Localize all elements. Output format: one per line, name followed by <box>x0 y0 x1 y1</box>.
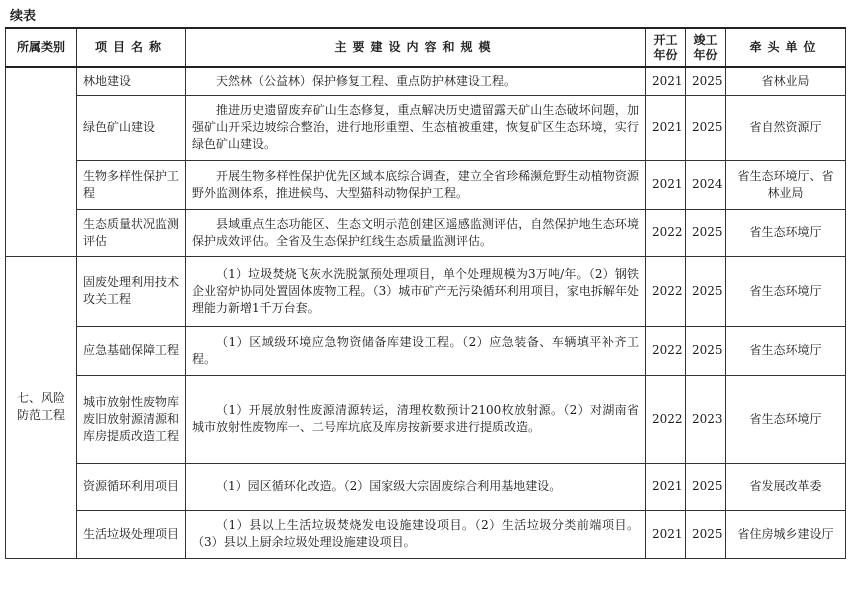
category-cell <box>6 67 77 256</box>
start-year: 2022 <box>646 209 686 256</box>
start-year: 2021 <box>646 463 686 510</box>
end-year: 2025 <box>686 67 726 95</box>
project-content: （1）县以上生活垃圾焚烧发电设施建设项目。（2）生活垃圾分类前端项目。（3）县以上厨余垃圾处理设施建设项目。 <box>186 510 646 558</box>
project-content: 天然林（公益林）保护修复工程、重点防护林建设工程。 <box>186 67 646 95</box>
project-content: 开展生物多样性保护优先区域本底综合调查，建立全省珍稀濒危野生动植物资源野外监测体系，推进候鸟、大型猫科动物保护工程。 <box>186 160 646 209</box>
project-name: 林地建设 <box>77 67 186 95</box>
end-year: 2025 <box>686 326 726 375</box>
projects-table <box>5 27 846 559</box>
header-project: 项目名称 <box>77 28 186 67</box>
lead-unit: 省住房城乡建设厅 <box>726 510 846 558</box>
project-name: 城市放射性废物库废旧放射源清源和库房提质改造工程 <box>77 375 186 463</box>
start-year: 2022 <box>646 375 686 463</box>
project-content: （1）垃圾焚烧飞灰水洗脱氯预处理项目，单个处理规模为3万吨/年。（2）钢铁企业窑炉协同处置固体废物工程。（3）城市矿产无污染循环利用项目，家电拆解年处理能力新增1千万台套。 <box>186 256 646 326</box>
project-content: 县域重点生态功能区、生态文明示范创建区遥感监测评估，自然保护地生态环境保护成效评估。全省及生态保护红线生态质量监测评估。 <box>186 209 646 256</box>
lead-unit: 省生态环境厅 <box>726 326 846 375</box>
table-row <box>6 463 846 510</box>
project-name: 绿色矿山建设 <box>77 95 186 160</box>
header-end-year: 竣工年份 <box>686 28 726 67</box>
header-category: 所属类别 <box>6 28 77 67</box>
project-name: 生物多样性保护工程 <box>77 160 186 209</box>
lead-unit: 省生态环境厅 <box>726 256 846 326</box>
table-row <box>6 256 846 326</box>
lead-unit: 省发展改革委 <box>726 463 846 510</box>
category-cell: 七、风险防范工程 <box>6 256 77 558</box>
end-year: 2023 <box>686 375 726 463</box>
end-year: 2025 <box>686 95 726 160</box>
table-caption: 续表 <box>10 9 37 24</box>
start-year: 2021 <box>646 67 686 95</box>
end-year: 2025 <box>686 209 726 256</box>
header-start-year: 开工年份 <box>646 28 686 67</box>
table-row <box>6 375 846 463</box>
project-content: （1）园区循环化改造。（2）国家级大宗固废综合利用基地建设。 <box>186 463 646 510</box>
project-content: （1）区域级环境应急物资储备库建设工程。（2）应急装备、车辆填平补齐工程。 <box>186 326 646 375</box>
lead-unit: 省生态环境厅 <box>726 375 846 463</box>
table-row <box>6 326 846 375</box>
project-content: 推进历史遗留废弃矿山生态修复，重点解决历史遗留露天矿山生态破坏问题，加强矿山开采边坡综合整治，进行地形重塑、生态植被重建，恢复矿区生态环境，实行绿色矿山建设。 <box>186 95 646 160</box>
project-name: 应急基础保障工程 <box>77 326 186 375</box>
project-content: （1）开展放射性废源清源转运，清理枚数预计2100枚放射源。（2）对湖南省城市放射性废物库一、二号库坑底及库房按新要求进行提质改造。 <box>186 375 646 463</box>
project-name: 资源循环利用项目 <box>77 463 186 510</box>
table-row <box>6 510 846 558</box>
start-year: 2021 <box>646 95 686 160</box>
lead-unit: 省生态环境厅 <box>726 209 846 256</box>
table-row <box>6 67 846 95</box>
start-year: 2022 <box>646 256 686 326</box>
header-row <box>6 28 846 67</box>
lead-unit: 省林业局 <box>726 67 846 95</box>
start-year: 2021 <box>646 160 686 209</box>
end-year: 2025 <box>686 463 726 510</box>
header-lead-unit: 牵头单位 <box>726 28 846 67</box>
table-row <box>6 95 846 160</box>
start-year: 2022 <box>646 326 686 375</box>
end-year: 2025 <box>686 256 726 326</box>
start-year: 2021 <box>646 510 686 558</box>
project-name: 生活垃圾处理项目 <box>77 510 186 558</box>
project-name: 固废处理利用技术攻关工程 <box>77 256 186 326</box>
table-row <box>6 160 846 209</box>
lead-unit: 省自然资源厅 <box>726 95 846 160</box>
project-name: 生态质量状况监测评估 <box>77 209 186 256</box>
lead-unit: 省生态环境厅、省林业局 <box>726 160 846 209</box>
end-year: 2025 <box>686 510 726 558</box>
end-year: 2024 <box>686 160 726 209</box>
header-content: 主要建设内容和规模 <box>186 28 646 67</box>
table-row <box>6 209 846 256</box>
